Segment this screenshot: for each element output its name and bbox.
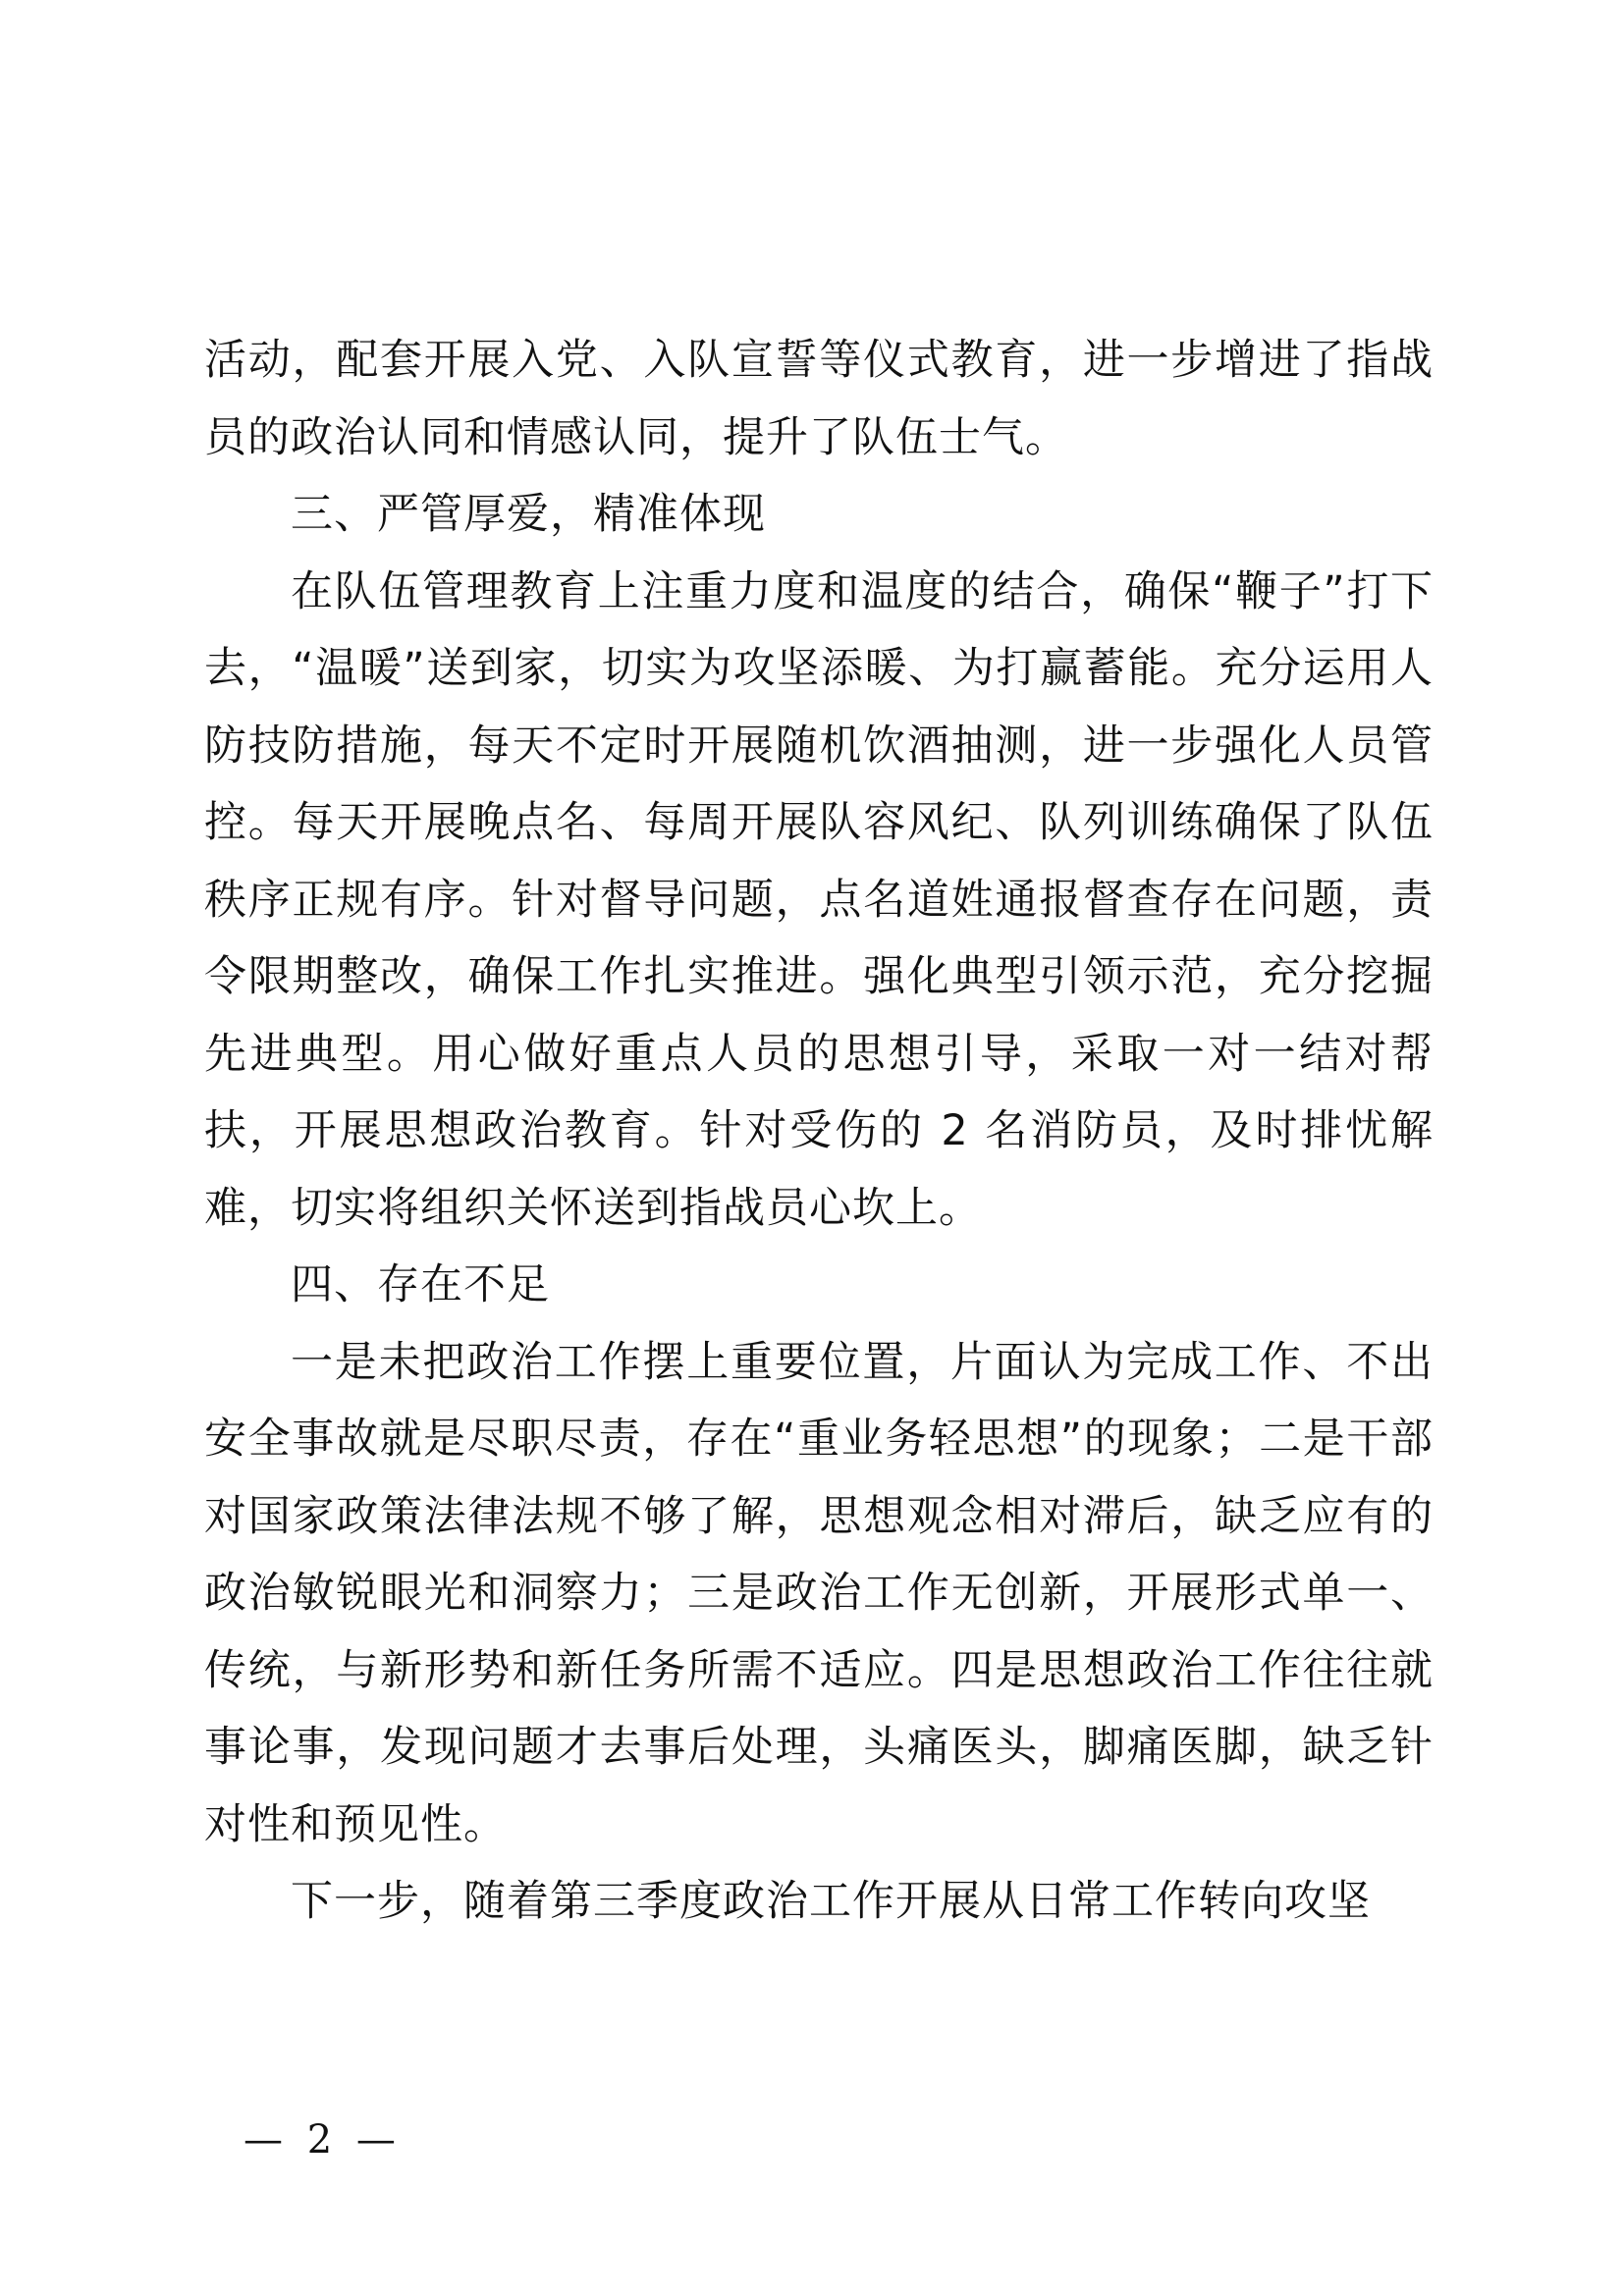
paragraph-continuation: 活动，配套开展入党、入队宣誓等仪式教育，进一步增进了指战员的政治认同和情感认同，提升了队伍士气。 bbox=[204, 336, 1434, 462]
page-number: — 2 — bbox=[244, 2117, 402, 2163]
document-body bbox=[204, 322, 1434, 1941]
section-heading-4: 四、存在不足 bbox=[291, 1260, 550, 1309]
paragraph-next-step: 下一步，随着第三季度政治工作开展从日常工作转向攻坚 bbox=[291, 1877, 1371, 1926]
paragraph-shortcomings: 一是未把政治工作摆上重要位置，片面认为完成工作、不出安全事故就是尽职尽责，存在“重业务轻思想”的现象；二是干部对国家政策法律法规不够了解，思想观念相对滞后，缺乏应有的政治敏锐眼光和洞察力；三是政治工作无创新，开展形式单一、传统，与新形势和新任务所需不适应。四是思想政治工作往往就事论事，发现问题才去事后处理，头痛医头，脚痛医脚，缺乏针对性和预见性。 bbox=[204, 1337, 1434, 1849]
paragraph-management: 在队伍管理教育上注重力度和温度的结合，确保“鞭子”打下去，“温暖”送到家，切实为攻坚添暖、为打赢蓄能。充分运用人防技防措施，每天不定时开展随机饮酒抽测，进一步强化人员管控。每天开展晚点名、每周开展队容风纪、队列训练确保了队伍秩序正规有序。针对督导问题，点名道姓通报督查存在问题，责令限期整改，确保工作扎实推进。强化典型引领示范，充分挖掘先进典型。用心做好重点人员的思想引导，采取一对一结对帮扶，开展思想政治教育。针对受伤的 2 名消防员，及时排忧解难，切实将组织关怀送到指战员心坎上。 bbox=[204, 566, 1434, 1233]
section-heading-3: 三、严管厚爱，精准体现 bbox=[291, 490, 766, 539]
